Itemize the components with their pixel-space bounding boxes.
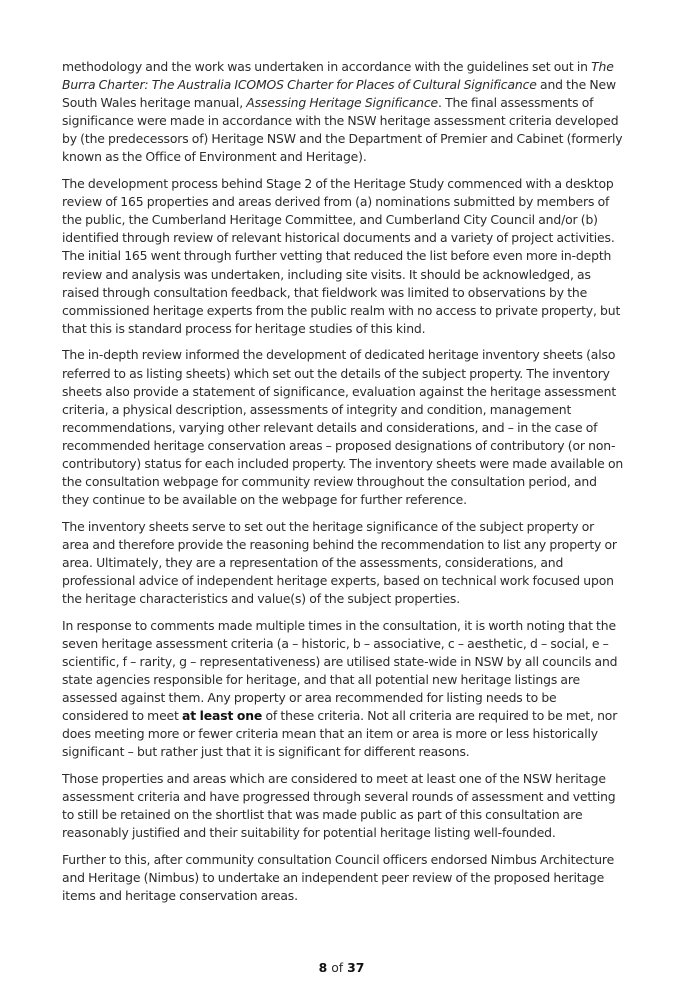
paragraph-peer-review: Further to this, after community consultation Council officers endorsed Nimbus Architecture and Heritage (Nimbus) to undertake an independent peer review of the proposed heritage items and heritage conservation areas. [62,851,615,904]
paragraph-methodology [62,58,624,167]
paragraph-inventory-review: The in-depth review informed the development of dedicated heritage inventory sheets (also referred to as listing sheets) which set out the details of the subject property. The inventory sheets also provide a statement of significance, evaluation against the heritage assessment criteria, a physical description, assessments of integrity and condition, management recommendations, varying other relevant details and considerations, and – in the case of recommended heritage conservation areas – proposed designations of contributory (or non-contributory) status for each included property. The inventory sheets were made available on the consultation webpage for community review throughout the consultation period, and they continue to be available on the webpage for further reference. [62,347,624,508]
paragraph-text: In response to comments made multiple times in the consultation, it is worth noting that the seven heritage assessment criteria (a – historic, b – associative, c – aesthetic, d – social, e – scientific, f – rarity, g – representativeness) are utilised state-wide in NSW by all councils and state agencies responsible for heritage, and that all potential new heritage listings are assessed against them. Any property or area recommended for listing needs to be considered to meet [62,617,618,724]
paragraph-text: . The final assessments of significance were made in accordance with the NSW heritage assessment criteria developed by (the predecessors of) Heritage NSW and the Department of Premier and Cabinet (formerly known as the Office of Environment and Heritage). [62,95,623,165]
heritage-manual-title: Assessing Heritage Significance [246,95,438,111]
page-number: 8 [318,960,328,975]
emphasis-at-least-one: at least one [182,708,263,724]
paragraph-text: and the New South Wales heritage manual, [62,77,616,111]
document-body [62,58,624,914]
page-footer [0,960,683,975]
paragraph-text: of these criteria. Not all criteria are required to be met, nor does meeting more or fewer criteria mean that an item or area is more or less historically significant – but rather just that it is significant for different reasons. [62,708,618,760]
paragraph-text: methodology and the work was undertaken in accordance with the guidelines set out in [62,59,592,74]
burra-charter-title: The Burra Charter: The Australia ICOMOS Charter for Places of Cultural Significance [62,59,614,93]
page-total: 37 [347,960,365,975]
paragraph-assessment-criteria [62,617,624,762]
paragraph-development-process: The development process behind Stage 2 of the Heritage Study commenced with a desktop review of 165 properties and areas derived from (a) nominations submitted by members of the public, the Cumberland Heritage Committee, and Cumberland City Council and/or (b) identified through review of relevant historical documents and a variety of project activities. The initial 165 went through further vetting that reduced the list before even more in-depth review and analysis was undertaken, including site visits. It should be acknowledged, as raised through consultation feedback, that fieldwork was limited to observations by the commissioned heritage experts from the public realm with no access to private property, but that this is standard process for heritage studies of this kind. [62,176,621,336]
paragraph-shortlist: Those properties and areas which are considered to meet at least one of the NSW heritage assessment criteria and have progressed through several rounds of assessment and vetting to still be retained on the shortlist that was made public as part of this consultation are reasonably justified and their suitability for potential heritage listing well-founded. [62,770,616,841]
page-of-label: of [331,960,344,975]
paragraph-inventory-sheets: The inventory sheets serve to set out the heritage significance of the subject property or area and therefore provide the reasoning behind the recommendation to list any property or area. Ultimately, they are a representation of the assessments, considerations, and professional advice of independent heritage experts, based on technical work focused upon the heritage characteristics and value(s) of the subject properties. [62,518,617,607]
